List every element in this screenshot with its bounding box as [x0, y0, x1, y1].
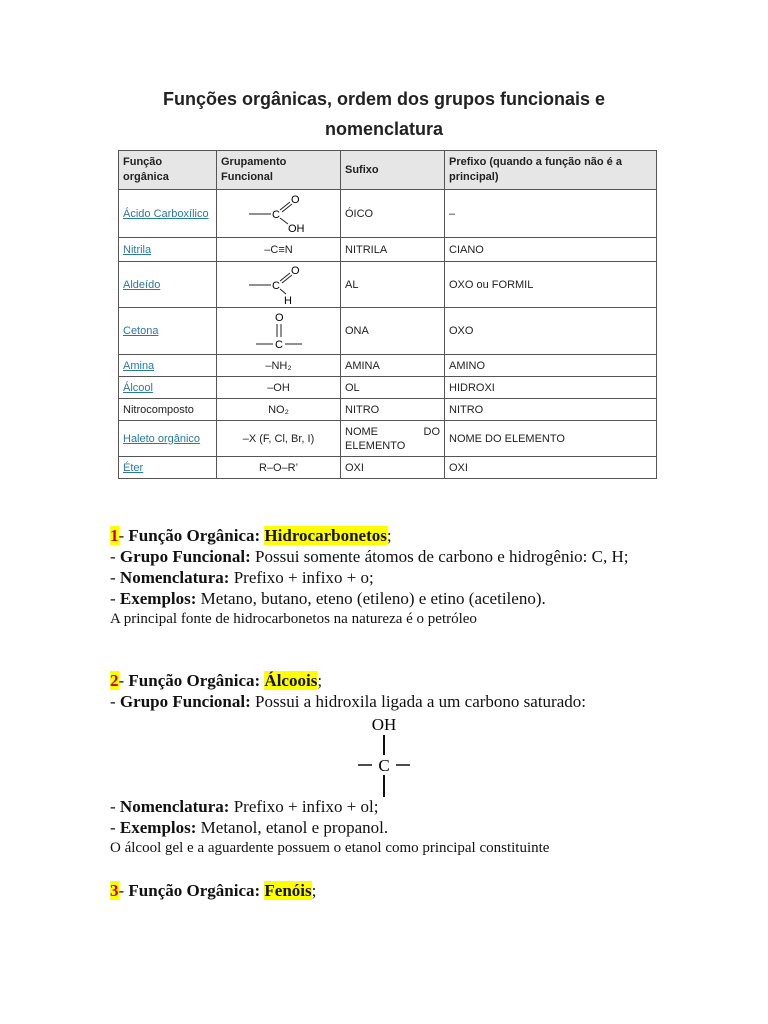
carboxylic-acid-structure-icon	[217, 190, 341, 238]
cell-sufixo: OXI	[341, 457, 445, 479]
cell-funcao[interactable]	[119, 457, 217, 479]
section3-heading: 3- Função Orgânica: Fenóis;	[110, 881, 317, 900]
section-hidrocarbonetos	[110, 525, 670, 630]
cell-funcao[interactable]	[119, 308, 217, 355]
svg-text:O: O	[290, 264, 300, 277]
ketone-structure-icon	[217, 308, 341, 355]
cell-prefixo: OXO	[445, 308, 657, 355]
section1-note: A principal fonte de hidrocarbonetos na natureza é o petróleo	[110, 611, 477, 627]
cell-prefixo: CIANO	[445, 238, 657, 262]
table-row	[119, 421, 657, 457]
section2-grupo: - Grupo Funcional: Possui a hidroxila ligada a um carbono saturado:	[110, 692, 586, 711]
section-alcoois	[110, 670, 670, 712]
cell-funcao[interactable]	[119, 355, 217, 377]
cell-sufixo: AMINA	[341, 355, 445, 377]
table-row	[119, 377, 657, 399]
cell-funcao[interactable]	[119, 421, 217, 457]
cell-sufixo: NOME DO ELEMENTO	[341, 421, 445, 457]
cell-grupo: R–O–R’	[217, 457, 341, 479]
table-row	[119, 238, 657, 262]
svg-text:OH: OH	[371, 715, 397, 734]
table-row	[119, 190, 657, 238]
cell-sufixo: AL	[341, 262, 445, 308]
header-funcao: Função orgânica	[119, 151, 217, 190]
cell-grupo: –OH	[217, 377, 341, 399]
cell-prefixo: NOME DO ELEMENTO	[445, 421, 657, 457]
section1-nomenclatura: - Nomenclatura: Prefixo + infixo + o;	[110, 568, 374, 587]
table-row	[119, 308, 657, 355]
cell-prefixo: OXI	[445, 457, 657, 479]
cell-prefixo: AMINO	[445, 355, 657, 377]
section2-exemplos: - Exemplos: Metanol, etanol e propanol.	[110, 818, 389, 837]
svg-text:O: O	[290, 193, 300, 206]
table-row	[119, 457, 657, 479]
header-sufixo: Sufixo	[341, 151, 445, 190]
link-eter[interactable]: Éter	[123, 461, 144, 474]
svg-text:C: C	[378, 756, 390, 775]
cell-sufixo: NITRILA	[341, 238, 445, 262]
link-alcool[interactable]: Álcool	[123, 381, 153, 394]
aldehyde-structure-icon	[217, 262, 341, 308]
cell-funcao[interactable]	[119, 190, 217, 238]
svg-text:C: C	[271, 208, 280, 221]
link-acido-carboxilico[interactable]: Ácido Carboxílico	[123, 207, 209, 220]
section1-exemplos: - Exemplos: Metano, butano, eteno (etileno) e etino (acetileno).	[110, 589, 546, 608]
svg-text:H: H	[283, 294, 292, 305]
cell-grupo: –NH₂	[217, 355, 341, 377]
header-prefixo: Prefixo (quando a função não é a principal)	[445, 151, 657, 190]
cell-funcao: Nitrocomposto	[119, 399, 217, 421]
cell-grupo: –X (F, Cl, Br, I)	[217, 421, 341, 457]
hydroxyl-structure-icon	[352, 715, 416, 800]
section2-heading: 2- Função Orgânica: Álcoois;	[110, 671, 323, 690]
cell-grupo: NO₂	[217, 399, 341, 421]
cell-funcao[interactable]	[119, 238, 217, 262]
link-amina[interactable]: Amina	[123, 359, 155, 372]
cell-funcao[interactable]	[119, 262, 217, 308]
page-title-line1: Funções orgânicas, ordem dos grupos funcionais e	[162, 89, 606, 109]
cell-sufixo: ÓICO	[341, 190, 445, 238]
functions-table	[118, 150, 657, 479]
cell-grupo: –C≡N	[217, 238, 341, 262]
cell-sufixo: NITRO	[341, 399, 445, 421]
table-row	[119, 399, 657, 421]
svg-text:O: O	[274, 312, 284, 324]
header-grupo: Grupamento Funcional	[217, 151, 341, 190]
section2-nomenclatura: - Nomenclatura: Prefixo + infixo + ol;	[110, 797, 379, 816]
section-alcoois-cont	[110, 796, 670, 859]
cell-prefixo: –	[445, 190, 657, 238]
section1-heading: 1- Função Orgânica: Hidrocarbonetos;	[110, 526, 392, 545]
section-fenois	[110, 880, 670, 901]
section1-grupo: - Grupo Funcional: Possui somente átomos de carbono e hidrogênio: C, H;	[110, 547, 629, 566]
page-title	[0, 84, 768, 144]
cell-prefixo: NITRO	[445, 399, 657, 421]
link-aldeido[interactable]: Aldeído	[123, 278, 161, 291]
table-header-row	[119, 151, 657, 190]
table-row	[119, 355, 657, 377]
table-row	[119, 262, 657, 308]
link-nitrila[interactable]: Nitrila	[123, 243, 152, 256]
cell-prefixo: HIDROXI	[445, 377, 657, 399]
cell-prefixo: OXO ou FORMIL	[445, 262, 657, 308]
page-title-line2: nomenclatura	[324, 119, 444, 139]
link-haleto-organico[interactable]: Haleto orgânico	[123, 432, 201, 445]
svg-text:OH: OH	[287, 222, 304, 234]
cell-funcao[interactable]	[119, 377, 217, 399]
cell-sufixo: OL	[341, 377, 445, 399]
section2-note: O álcool gel e a aguardente possuem o etanol como principal constituinte	[110, 840, 550, 856]
link-cetona[interactable]: Cetona	[123, 325, 159, 337]
svg-text:C: C	[271, 279, 280, 292]
svg-text:C: C	[274, 339, 283, 351]
cell-sufixo: ONA	[341, 308, 445, 355]
